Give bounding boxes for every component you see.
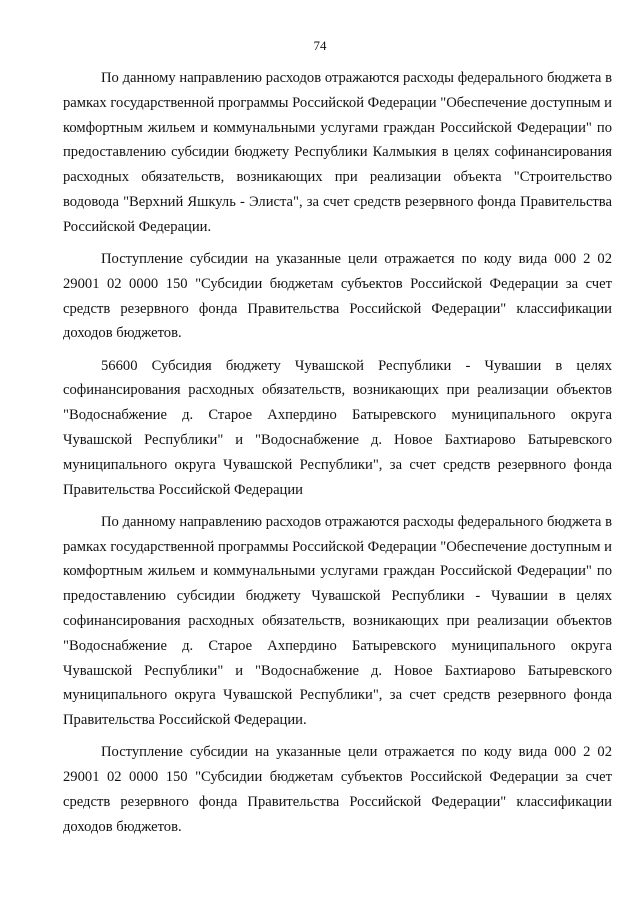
document-body: [63, 66, 612, 847]
paragraph-revenue-code-kalmykia: Поступление субсидии на указанные цели отражается по коду вида 000 2 02 29001 02 0000 150 "Субсидии бюджетам субъектов Российской Федерации за счет средств резервного фонда Правительства Российской Федерации" классификации доходов бюджетов.: [63, 250, 612, 342]
paragraph-expenditure-description-chuvashia: По данному направлению расходов отражаются расходы федерального бюджета в рамках государственной программы Российской Федерации "Обеспечение доступным и комфортным жильем и коммунальными услугами граждан Российской Федерации" по предоставлению субсидии бюджету Чувашской Республики - Чувашии в целях софинансирования расходных обязательств, возникающих при реализации объектов "Водоснабжение д. Старое Ахпердино Батыревского муниципального округа Чувашской Республики" и "Водоснабжение д. Новое Бахтиарово Батыревского муниципального округа Чувашской Республики", за счет средств резервного фонда Правительства Российской Федерации.: [63, 513, 612, 729]
paragraph-expenditure-description-kalmykia: По данному направлению расходов отражаются расходы федерального бюджета в рамках государственной программы Российской Федерации "Обеспечение доступным и комфортным жильем и коммунальными услугами граждан Российской Федерации" по предоставлению субсидии бюджету Республики Калмыкия в целях софинансирования расходных обязательств, возникающих при реализации объекта "Строительство водовода "Верхний Яшкуль - Элиста", за счет средств резервного фонда Правительства Российской Федерации.: [63, 70, 612, 235]
page-number: 74: [313, 38, 327, 53]
paragraph-subsidy-56600-heading: 56600 Субсидия бюджету Чувашской Республики - Чувашии в целях софинансирования расходных обязательств, возникающих при реализации объектов "Водоснабжение д. Старое Ахпердино Батыревского муниципального округа Чувашской Республики" и "Водоснабжение д. Новое Бахтиарово Батыревского муниципального округа Чувашской Республики", за счет средств резервного фонда Правительства Российской Федерации: [63, 357, 612, 498]
paragraph-revenue-code-chuvashia: Поступление субсидии на указанные цели отражается по коду вида 000 2 02 29001 02 0000 150 "Субсидии бюджетам субъектов Российской Федерации за счет средств резервного фонда Правительства Российской Федерации" классификации доходов бюджетов.: [63, 744, 612, 835]
